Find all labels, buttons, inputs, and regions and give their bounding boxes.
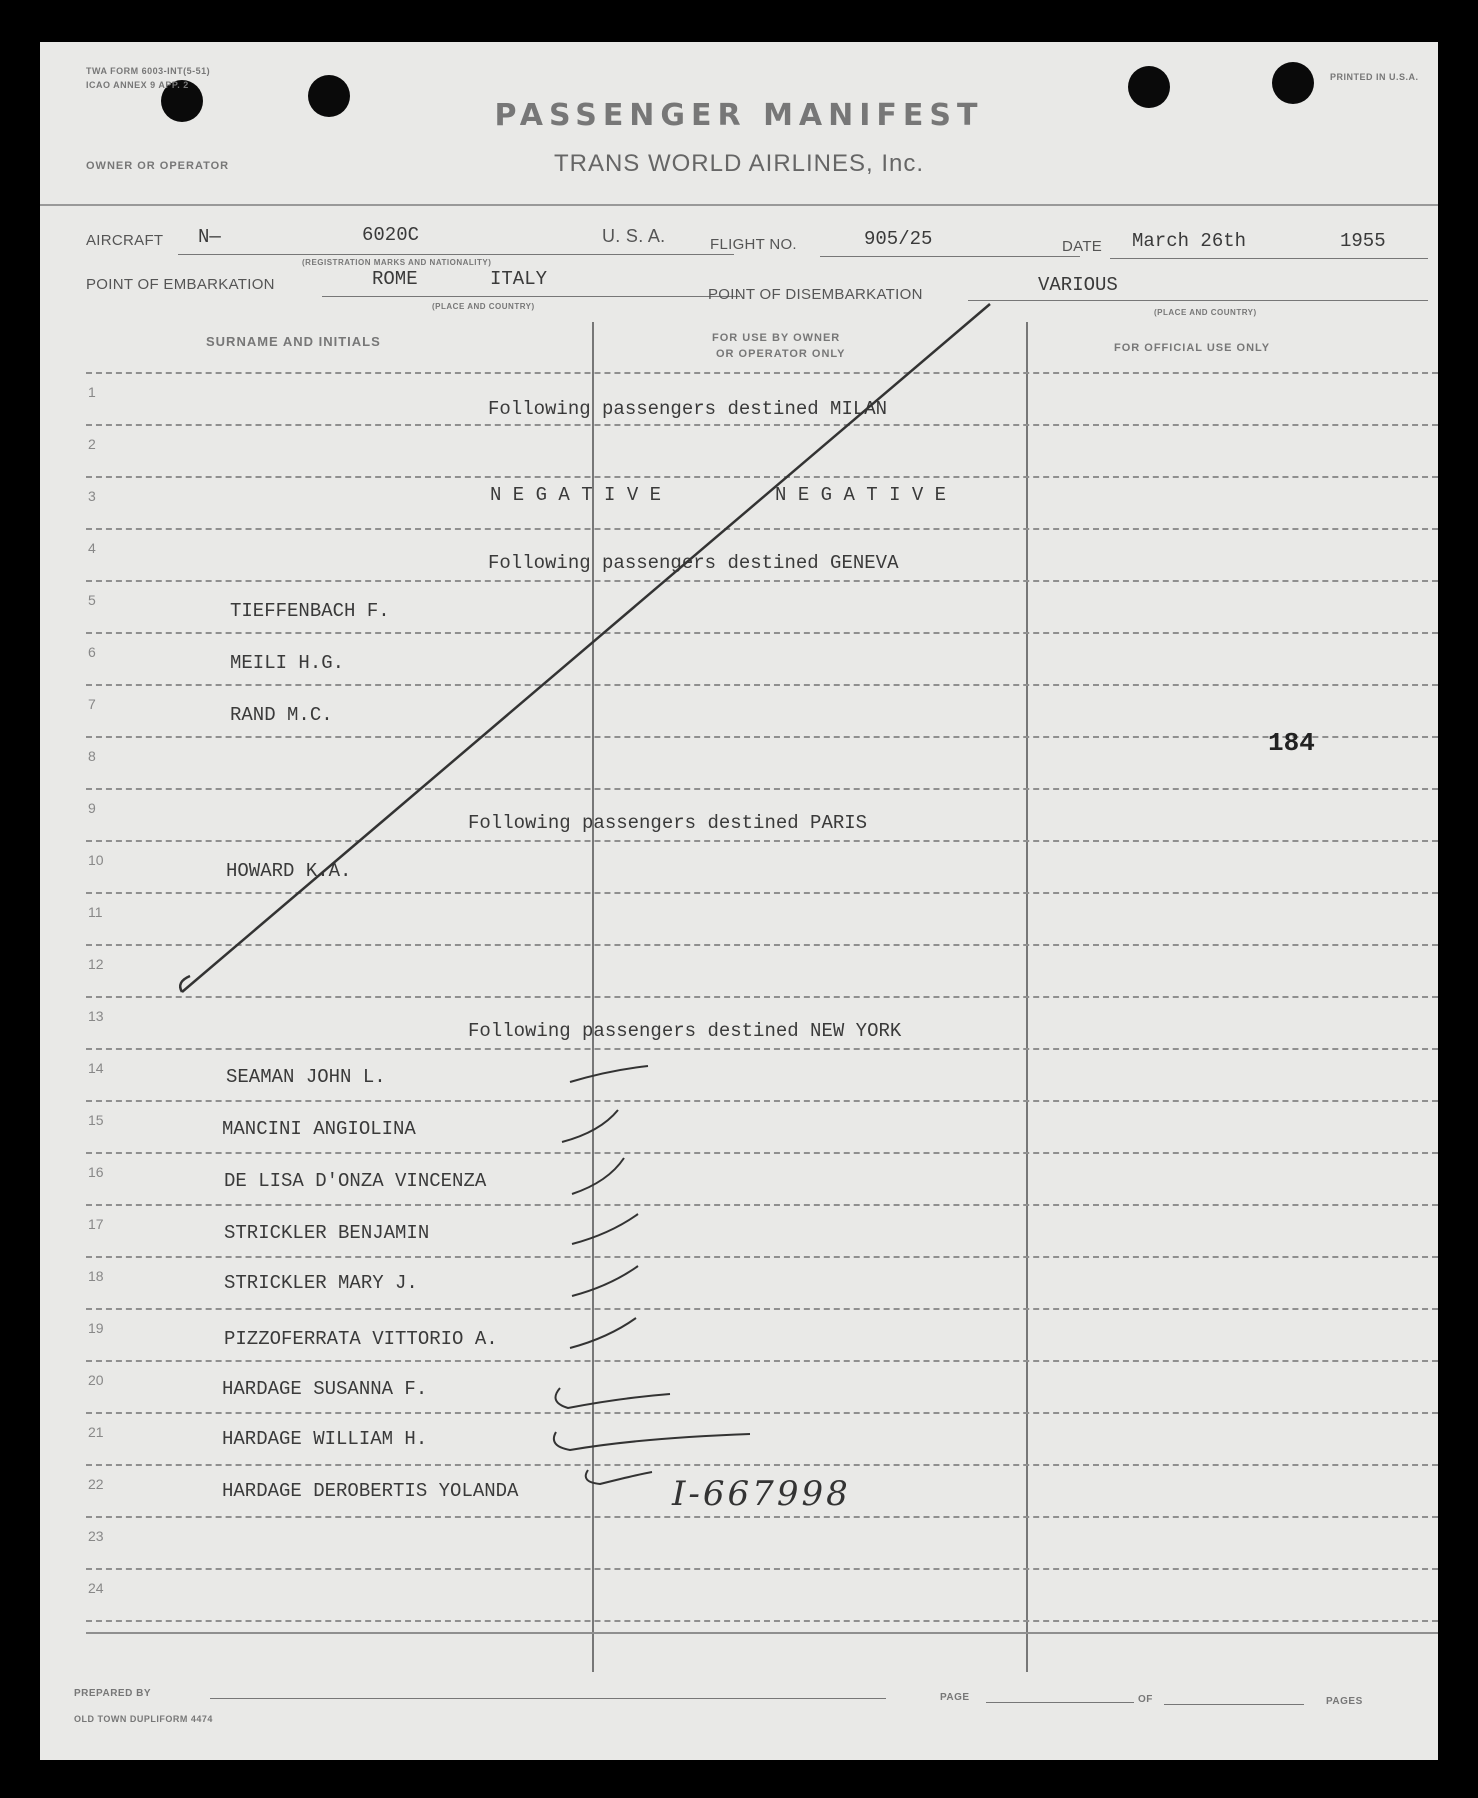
- pages-label: PAGES: [1326, 1696, 1363, 1707]
- manifest-sheet: [40, 42, 1438, 1760]
- row-number: 21: [88, 1424, 104, 1440]
- row-number: 8: [88, 748, 96, 764]
- page-line: [986, 1702, 1134, 1703]
- row-number: 24: [88, 1580, 104, 1596]
- company-name: TRANS WORLD AIRLINES, Inc.: [553, 150, 925, 177]
- printer-credit: OLD TOWN DUPLIFORM 4474: [74, 1714, 213, 1724]
- row-number: 15: [88, 1112, 104, 1128]
- row-number: 23: [88, 1528, 104, 1544]
- row-number: 13: [88, 1008, 104, 1024]
- pen-marks: [40, 42, 1438, 1760]
- row-number: 3: [88, 488, 96, 504]
- date-label: DATE: [1062, 238, 1103, 255]
- row-text: Following passengers destined PARIS: [468, 812, 868, 834]
- check-mark: [572, 1266, 638, 1296]
- official-number: 184: [1268, 728, 1315, 758]
- passenger-name: DE LISA D'ONZA VINCENZA: [224, 1170, 487, 1192]
- aircraft-label: AIRCRAFT: [86, 232, 164, 249]
- passenger-name: HARDAGE WILLIAM H.: [222, 1428, 428, 1450]
- row-number: 4: [88, 540, 96, 556]
- page-title: PASSENGER MANIFEST: [494, 98, 984, 133]
- embarkation-city: ROME: [372, 268, 418, 290]
- passenger-name: MEILI H.G.: [230, 652, 345, 674]
- row-number: 12: [88, 956, 104, 972]
- passenger-name: SEAMAN JOHN L.: [226, 1066, 386, 1088]
- row-number: 1: [88, 384, 96, 400]
- column-header-surname: SURNAME AND INITIALS: [206, 334, 381, 349]
- embarkation-country: ITALY: [490, 268, 548, 290]
- row-number: 6: [88, 644, 96, 660]
- icao-annex: ICAO ANNEX 9 APP. 2: [86, 80, 189, 90]
- prepared-by-label: PREPARED BY: [74, 1688, 151, 1699]
- place-note-2: (PLACE AND COUNTRY): [1154, 308, 1257, 317]
- page-label: PAGE: [940, 1692, 970, 1703]
- flight-number: 905/25: [864, 228, 933, 250]
- row-text: Following passengers destined GENEVA: [488, 552, 899, 574]
- disembarkation-label: POINT OF DISEMBARKATION: [708, 286, 923, 303]
- row-number: 5: [88, 592, 96, 608]
- row-text: Following passengers destined NEW YORK: [468, 1020, 902, 1042]
- nationality: U. S. A.: [602, 226, 666, 246]
- row-number: 17: [88, 1216, 104, 1232]
- check-mark: [572, 1158, 624, 1194]
- of-label: OF: [1138, 1694, 1153, 1705]
- row-text: N E G A T I V E N E G A T I V E: [490, 484, 947, 506]
- date-month-day: March 26th: [1132, 230, 1247, 252]
- aircraft-prefix: N—: [198, 226, 221, 248]
- column-header-owner-line1: FOR USE BY OWNER: [712, 332, 841, 344]
- passenger-name: HARDAGE DEROBERTIS YOLANDA: [222, 1480, 519, 1502]
- check-mark: [570, 1318, 636, 1348]
- column-header-official: FOR OFFICIAL USE ONLY: [1114, 342, 1271, 354]
- row-number: 16: [88, 1164, 104, 1180]
- column-header-owner-line2: OR OPERATOR ONLY: [716, 348, 846, 360]
- strike-line: [182, 304, 990, 992]
- printed-in: PRINTED IN U.S.A.: [1330, 72, 1419, 82]
- handwritten-id: I-667998: [672, 1474, 851, 1514]
- row-number: 10: [88, 852, 104, 868]
- row-number: 9: [88, 800, 96, 816]
- row-number: 22: [88, 1476, 104, 1492]
- row-number: 2: [88, 436, 96, 452]
- row-text: Following passengers destined MILAN: [488, 398, 888, 420]
- prepared-by-line: [210, 1698, 886, 1699]
- date-year: 1955: [1340, 230, 1386, 252]
- passenger-name: HOWARD K.A.: [226, 860, 352, 882]
- of-line: [1164, 1704, 1304, 1705]
- passenger-name: STRICKLER MARY J.: [224, 1272, 418, 1294]
- row-number: 14: [88, 1060, 104, 1076]
- form-number: TWA FORM 6003-INT(5-51): [86, 66, 211, 76]
- aircraft-number: 6020C: [362, 224, 420, 246]
- passenger-name: RAND M.C.: [230, 704, 333, 726]
- row-number: 19: [88, 1320, 104, 1336]
- passenger-name: PIZZOFERRATA VITTORIO A.: [224, 1328, 498, 1350]
- embarkation-label: POINT OF EMBARKATION: [86, 276, 275, 293]
- check-mark: [556, 1388, 671, 1408]
- registration-note: (REGISTRATION MARKS AND NATIONALITY): [302, 258, 492, 267]
- check-mark: [562, 1110, 618, 1142]
- disembarkation-value: VARIOUS: [1038, 274, 1118, 296]
- row-number: 20: [88, 1372, 104, 1388]
- flight-label: FLIGHT NO.: [710, 236, 797, 253]
- passenger-name: MANCINI ANGIOLINA: [222, 1118, 416, 1140]
- passenger-name: HARDAGE SUSANNA F.: [222, 1378, 428, 1400]
- passenger-name: TIEFFENBACH F.: [230, 600, 390, 622]
- check-mark: [554, 1432, 750, 1450]
- place-note: (PLACE AND COUNTRY): [432, 302, 535, 311]
- row-number: 11: [88, 904, 103, 920]
- passenger-name: STRICKLER BENJAMIN: [224, 1222, 430, 1244]
- check-mark: [570, 1066, 648, 1082]
- row-number: 7: [88, 696, 96, 712]
- check-mark: [586, 1470, 652, 1484]
- owner-label: OWNER OR OPERATOR: [86, 160, 230, 172]
- row-number: 18: [88, 1268, 104, 1284]
- check-mark: [572, 1214, 638, 1244]
